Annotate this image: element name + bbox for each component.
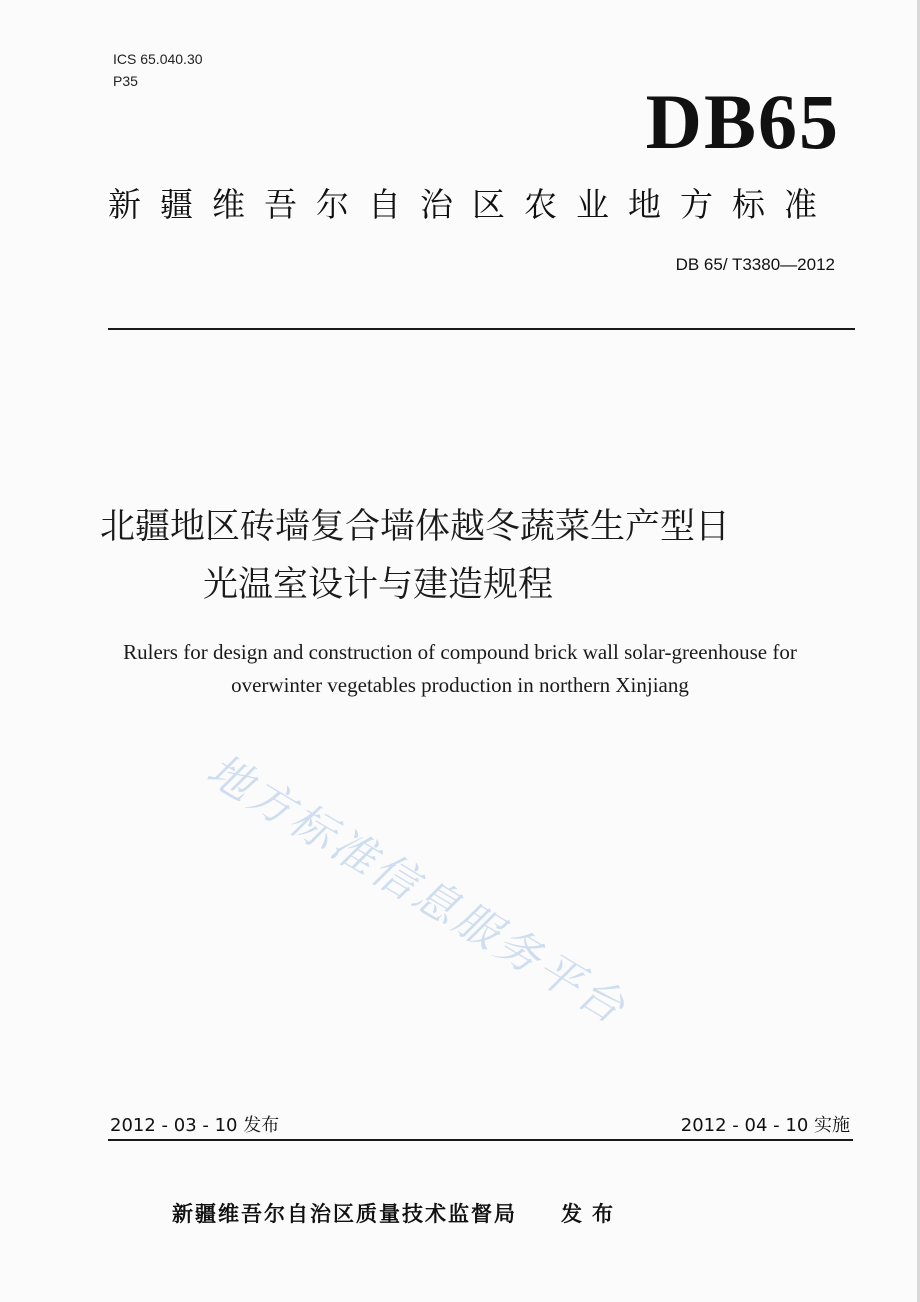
ccs-code: P35 — [113, 73, 138, 89]
title-english-line-1: Rulers for design and construction of compound brick wall solar-greenhouse for — [123, 640, 797, 664]
header-divider — [108, 328, 855, 330]
classification-codes — [113, 48, 203, 92]
standard-number: DB 65/ T3380—2012 — [675, 255, 835, 274]
title-chinese-line-2: 光温室设计与建造规程 — [203, 565, 554, 605]
issuer-name: 新疆维吾尔自治区质量技术监督局 — [172, 1202, 517, 1226]
implementation-date: 2012 - 04 - 10 实施 — [680, 1115, 850, 1136]
footer-divider — [108, 1139, 853, 1141]
db-logo: DB65 — [645, 78, 840, 165]
watermark: 地方标准信息服务平台 — [198, 744, 636, 1036]
ics-code: ICS 65.040.30 — [113, 51, 203, 67]
standard-type: 新疆维吾尔自治区农业地方标准 — [108, 185, 836, 224]
issuer-action: 发布 — [561, 1202, 623, 1226]
issue-date: 2012 - 03 - 10 发布 — [110, 1115, 280, 1136]
title-chinese — [100, 498, 840, 614]
title-english — [80, 636, 840, 702]
title-english-line-2: overwinter vegetables production in northern Xinjiang — [231, 673, 689, 697]
title-chinese-line-1: 北疆地区砖墙复合墙体越冬蔬菜生产型日 — [100, 507, 731, 547]
issuer-line — [172, 1198, 623, 1230]
